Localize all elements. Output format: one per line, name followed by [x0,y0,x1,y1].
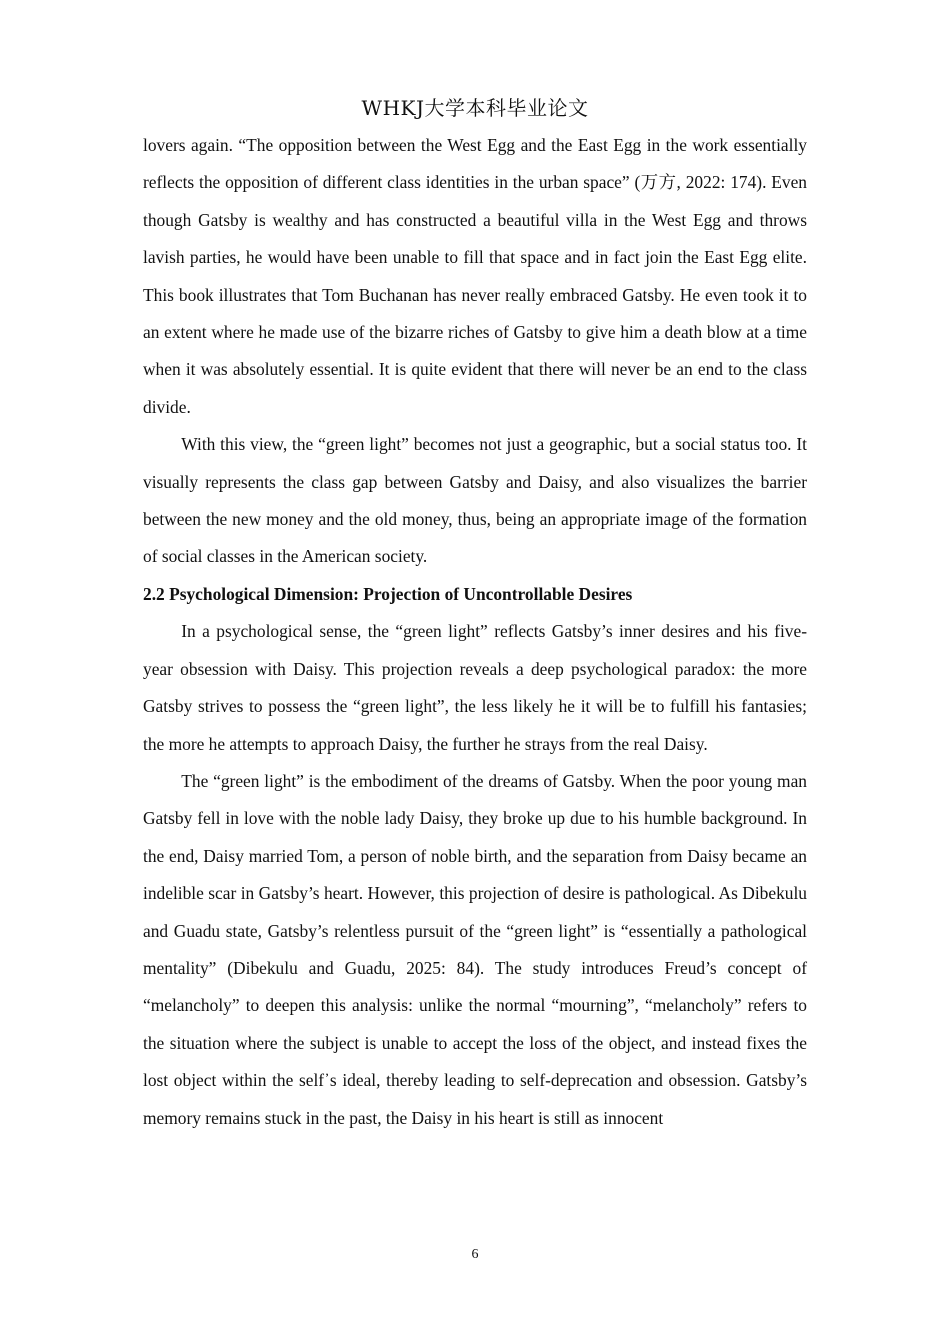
paragraph: lovers again. “The opposition between the West Egg and the East Egg in the work essentially reflects the opposition of different class identities in the urban space” (万方, 2022: 174). Even though Gatsby is wealthy and has constructed a beautiful villa in the West Egg and throws lavish parties, he would have been unable to fill that space and in fact join the East Egg elite. This book illustrates that Tom Buchanan has never really embraced Gatsby. He even took it to an extent where he made use of the bizarre riches of Gatsby to give him a death blow at a time when it was absolutely essential. It is quite evident that there will never be an end to the class divide. [143,135,807,417]
running-header: WHKJ大学本科毕业论文 [361,96,589,120]
section-heading: 2.2 Psychological Dimension: Projection of Uncontrollable Desires [143,583,633,604]
paragraph: In a psychological sense, the “green light” reflects Gatsby’s inner desires and his five-year obsession with Daisy. This projection reveals a deep psychological paradox: the more Gatsby strives to possess the “green light”, the less likely he it will be to fulfill his fantasies; the more he attempts to approach Daisy, the further he strays from the real Daisy. [143,621,807,754]
body-text [143,127,807,1137]
paragraph: With this view, the “green light” becomes not just a geographic, but a social status too. It visually represents the class gap between Gatsby and Daisy, and also visualizes the barrier between the new money and the old money, thus, being an appropriate image of the formation of social classes in the American society. [143,434,807,567]
header-rule [143,124,807,125]
paragraph: The “green light” is the embodiment of the dreams of Gatsby. When the poor young man Gatsby fell in love with the noble lady Daisy, they broke up due to his humble background. In the end, Daisy married Tom, a person of noble birth, and the separation from Daisy became an indelible scar in Gatsby’s heart. However, this projection of desire is pathological. As Dibekulu and Guadu state, Gatsby’s relentless pursuit of the “green light” is “essentially a pathological mentality” (Dibekulu and Guadu, 2025: 84). The study introduces Freud’s concept of “melancholy” to deepen this analysis: unlike the normal “mourning”, “melancholy” refers to the situation where the subject is unable to accept the loss of the object, and instead fixes the lost object within the self᾽s ideal, thereby leading to self-deprecation and obsession. Gatsby’s memory remains stuck in the past, the Daisy in his heart is still as innocent [143,770,807,1128]
page-number: 6 [471,1247,479,1262]
